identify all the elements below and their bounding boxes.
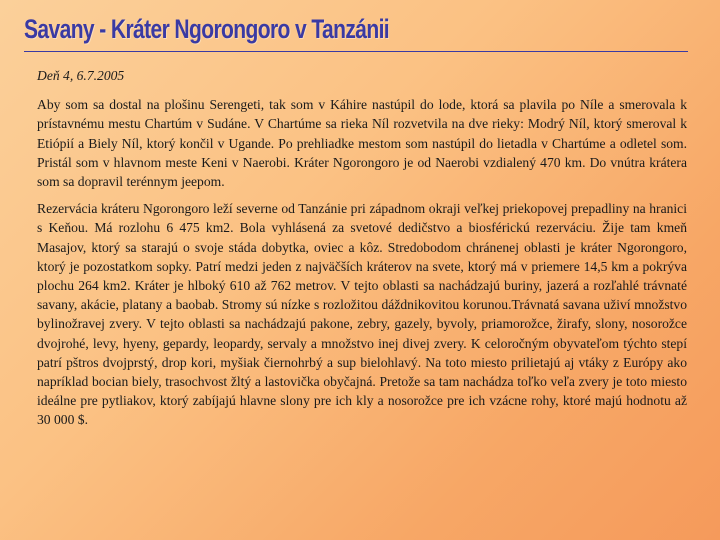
paragraph-reservation: Rezervácia kráteru Ngorongoro leží severne od Tanzánie pri západnom okraji veľkej priekopovej prepadliny na hranici s Keňou. Má rozlohu 6 475 km2. Bola vyhlásená za svetové dedičstvo a biosférickú rezerváciu. Žije tam kmeň Masajov, ktorý sa starajú o svoje stáda dobytka, oviec a kôz. Stredobodom chránenej oblasti je kráter Ngorongoro, ktorý je pozostatkom sopky. Patrí medzi jeden z najväčších kráterov na svete, ktorý má v priemere 14,5 km a pokrýva plochu 264 km2. Kráter je hlboký 610 až 762 metrov. V tejto oblasti sa nachádzajú buriny, jazerá a rozľahlé trávnaté savany, akácie, platany a baobab. Stromy sú nízke s rozložitou dáždnikovitou korunou.Trávnatá savana uživí množstvo bylinožravej zvery. V tejto oblasti sa nachádzajú pakone, zebry, gazely, byvoly, priamorožce, žirafy, slony, nosorožce dvojrohé, levy, hyeny, gepardy, leopardy, servaly a množstvo inej divej zvery. K celoročným obyvateľom týchto stepí patrí pštros dvojprstý, drop kori, myšiak čiernohrbý a sup bielohlavý. Na toto miesto prilietajú aj vtáky z Európy ako napríklad bocian biely, trasochvost žltý a lastovička obyčajná. Pretože sa tam nachádza toľko veľa zvery je toto miesto ideálne pre pytliakov, ktorý zabíjajú hlavne slony pre ich kly a nosorožce pre ich vzácne rohy, ktoré majú hodnotu až 30 000 $. <box>37 201 687 428</box>
paragraph-travel: Aby som sa dostal na plošinu Serengeti, tak som v Káhire nastúpil do lode, ktorá sa plavila po Níle a smerovala k prístavnému mestu Chartúm v Sudáne. V Chartúme sa rieka Níl rozvetvila na dve rieky: Modrý Níl, ktorý smeroval k Etiópií a Biely Níl, ktorý končil v Ugande. Po prehliadke mestom som nastúpil do lietadla v Chartúme a odletel som. Pristál som v hlavnom meste Keni v Naerobi. Kráter Ngorongoro je od Naerobi vzdialený 470 km. Do vnútra krátera som sa dopravil terénnym jeepom. <box>37 97 687 190</box>
date-line: Deň 4, 6.7.2005 <box>37 68 125 83</box>
slide-title: Savany - Kráter Ngorongoro v Tanzánii <box>24 14 390 44</box>
title-underline <box>24 51 688 52</box>
slide-body <box>37 66 687 438</box>
